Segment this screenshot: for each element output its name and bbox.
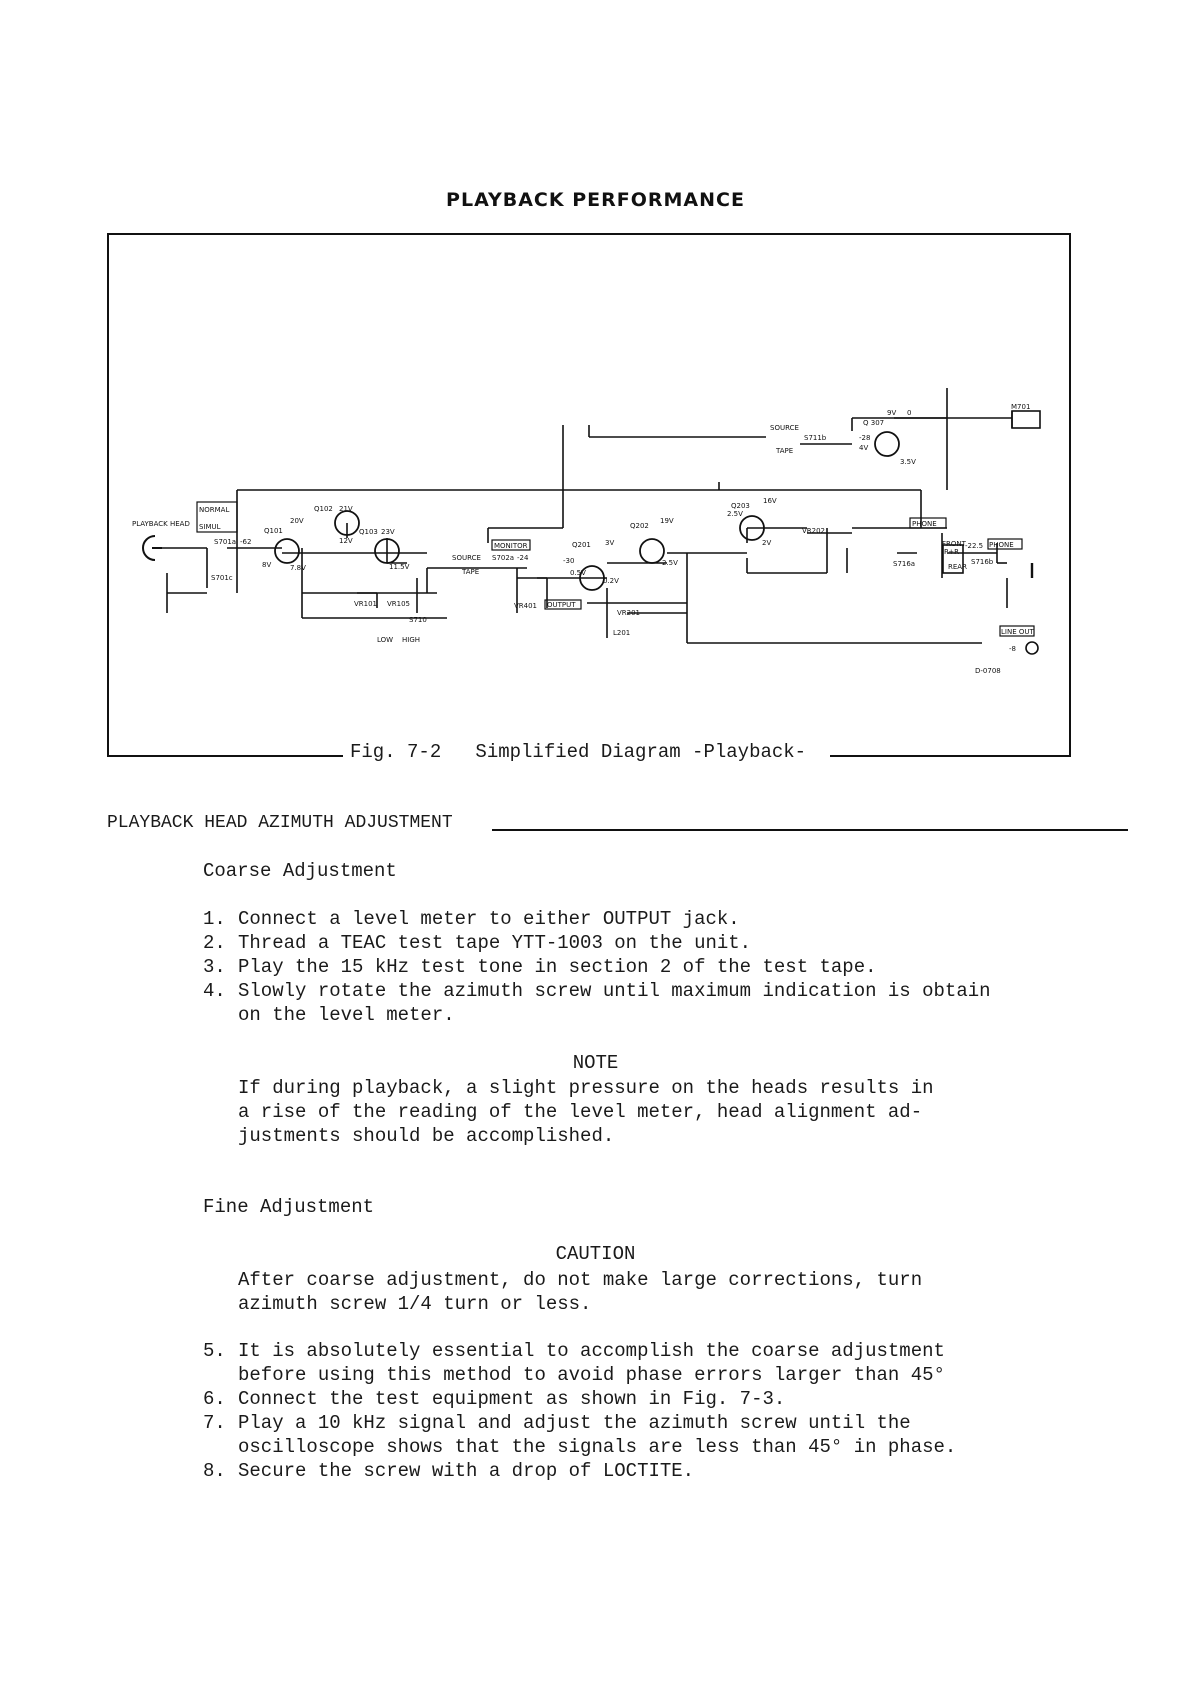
label-vr101: VR101 xyxy=(354,600,378,608)
label-pr: P+R xyxy=(944,548,959,556)
label-s710: S710 xyxy=(409,616,427,624)
label-v-2-5v-b: 2.5V xyxy=(727,510,743,518)
label-v-16v: 16V xyxy=(763,497,777,505)
step-text: Connect a level meter to either OUTPUT jack. xyxy=(238,908,740,930)
label-vr202: VR202 xyxy=(802,527,826,535)
section-heading-rule xyxy=(492,829,1128,831)
step-number: 8. xyxy=(203,1460,226,1482)
label-monitor: MONITOR xyxy=(494,542,528,550)
fine-steps-list xyxy=(203,1339,1068,1483)
frame-bottom-rule-right xyxy=(830,755,1071,757)
label-s716b: S716b xyxy=(971,558,994,566)
list-item xyxy=(203,1387,1068,1411)
list-item xyxy=(203,979,1068,1027)
label-q201: Q201 xyxy=(572,541,591,549)
fine-adjustment-heading: Fine Adjustment xyxy=(203,1196,375,1218)
label-s701c: S701c xyxy=(211,574,233,582)
label-vr201: VR201 xyxy=(617,609,641,617)
label-playback-head: PLAYBACK HEAD xyxy=(132,520,190,528)
label-v-0-5v: 0.5V xyxy=(570,569,586,577)
label-v-neg28: -28 xyxy=(859,434,871,442)
label-front: FRONT xyxy=(942,540,966,548)
label-line-out: LINE OUT xyxy=(1001,628,1034,636)
list-item xyxy=(203,1339,1068,1387)
label-v-neg8: -8 xyxy=(1009,645,1016,653)
label-v-21v: 21V xyxy=(339,505,353,513)
label-v-7-8v: 7.8V xyxy=(290,564,306,572)
note-body: If during playback, a slight pressure on the heads results in a rise of the reading of the level meter, head alignment ad- justments should be accomplished. xyxy=(238,1077,934,1147)
label-v-neg22-5: -22.5 xyxy=(965,542,984,550)
step-number: 6. xyxy=(203,1388,226,1410)
label-v-3-5v: 3.5V xyxy=(900,458,916,466)
label-q103: Q103 xyxy=(359,528,378,536)
label-l201: L201 xyxy=(613,629,631,637)
label-q102: Q102 xyxy=(314,505,333,513)
note-title: NOTE xyxy=(572,1052,619,1074)
label-v-23v: 23V xyxy=(381,528,395,536)
step-number: 4. xyxy=(203,980,226,1002)
label-low: LOW xyxy=(377,636,394,644)
label-s701a: S701a xyxy=(214,538,237,546)
label-vr401: VR401 xyxy=(514,602,538,610)
label-s716a: S716a xyxy=(893,560,916,568)
label-source-b: SOURCE xyxy=(770,424,799,432)
label-v-8v: 8V xyxy=(262,561,272,569)
label-output: OUTPUT xyxy=(547,601,576,609)
label-v-12v: 12V xyxy=(339,537,353,545)
step-text: Slowly rotate the azimuth screw until maximum indication is obtain on the level meter. xyxy=(238,980,991,1026)
label-q101: Q101 xyxy=(264,527,283,535)
label-v-neg30: -30 xyxy=(563,557,575,565)
step-text: Thread a TEAC test tape YTT-1003 on the unit. xyxy=(238,932,752,954)
list-item xyxy=(203,931,1068,955)
step-text: It is absolutely essential to accomplish the coarse adjustment before using this method to avoid phase errors larger than 45° xyxy=(238,1340,945,1386)
caution-body: After coarse adjustment, do not make large corrections, turn azimuth screw 1/4 turn or less. xyxy=(238,1269,923,1315)
label-v-19v: 19V xyxy=(660,517,674,525)
label-phone: PHONE xyxy=(912,520,937,528)
playback-schematic xyxy=(107,233,1071,753)
label-q307: Q 307 xyxy=(863,419,885,427)
step-text: Play a 10 kHz signal and adjust the azimuth screw until the oscilloscope shows that the signals are less than 45° in phase. xyxy=(238,1412,957,1458)
label-v-4v: 4V xyxy=(859,444,869,452)
step-number: 7. xyxy=(203,1412,226,1434)
label-q203: Q203 xyxy=(731,502,750,510)
list-item xyxy=(203,1459,1068,1483)
step-text: Secure the screw with a drop of LOCTITE. xyxy=(238,1460,695,1482)
figure-caption: Fig. 7-2 Simplified Diagram -Playback- xyxy=(350,741,807,763)
label-q202: Q202 xyxy=(630,522,649,530)
list-item xyxy=(203,955,1068,979)
label-phone-b: PHONE xyxy=(989,541,1014,549)
label-v-3v: 3V xyxy=(605,539,615,547)
label-v-0: 0 xyxy=(907,409,912,417)
page-title: PLAYBACK PERFORMANCE xyxy=(446,189,745,211)
label-s711b: S711b xyxy=(804,434,827,442)
step-number: 1. xyxy=(203,908,226,930)
coarse-adjustment-heading: Coarse Adjustment xyxy=(203,860,397,882)
label-rear: REAR xyxy=(948,563,967,571)
label-normal: NORMAL xyxy=(199,506,230,514)
label-tape: TAPE xyxy=(462,568,480,576)
label-v-neg24: -24 xyxy=(517,554,529,562)
coarse-steps-list xyxy=(203,907,1068,1027)
label-vr105: VR105 xyxy=(387,600,411,608)
label-drawing-no: D-0708 xyxy=(975,667,1001,675)
list-item xyxy=(203,1411,1068,1459)
label-v-2v: 2V xyxy=(762,539,772,547)
step-text: Play the 15 kHz test tone in section 2 of the test tape. xyxy=(238,956,877,978)
label-m701: M701 xyxy=(1011,403,1031,411)
label-v-11-5v: 11.5V xyxy=(389,563,410,571)
label-v-20v: 20V xyxy=(290,517,304,525)
frame-bottom-rule-left xyxy=(107,755,343,757)
label-v-neg62: -62 xyxy=(240,538,252,546)
label-s702a: S702a xyxy=(492,554,515,562)
step-number: 3. xyxy=(203,956,226,978)
label-simul: SIMUL xyxy=(199,523,221,531)
list-item xyxy=(203,907,1068,931)
step-number: 5. xyxy=(203,1340,226,1362)
caution-title: CAUTION xyxy=(555,1243,636,1265)
step-number: 2. xyxy=(203,932,226,954)
label-tape-b: TAPE xyxy=(776,447,794,455)
label-v-2-5v: 2.5V xyxy=(662,559,678,567)
step-text: Connect the test equipment as shown in Fig. 7-3. xyxy=(238,1388,786,1410)
label-source: SOURCE xyxy=(452,554,481,562)
label-high: HIGH xyxy=(402,636,421,644)
label-v-9v: 9V xyxy=(887,409,897,417)
label-v-0-2v: 0.2V xyxy=(603,577,619,585)
section-heading: PLAYBACK HEAD AZIMUTH ADJUSTMENT xyxy=(107,813,453,833)
